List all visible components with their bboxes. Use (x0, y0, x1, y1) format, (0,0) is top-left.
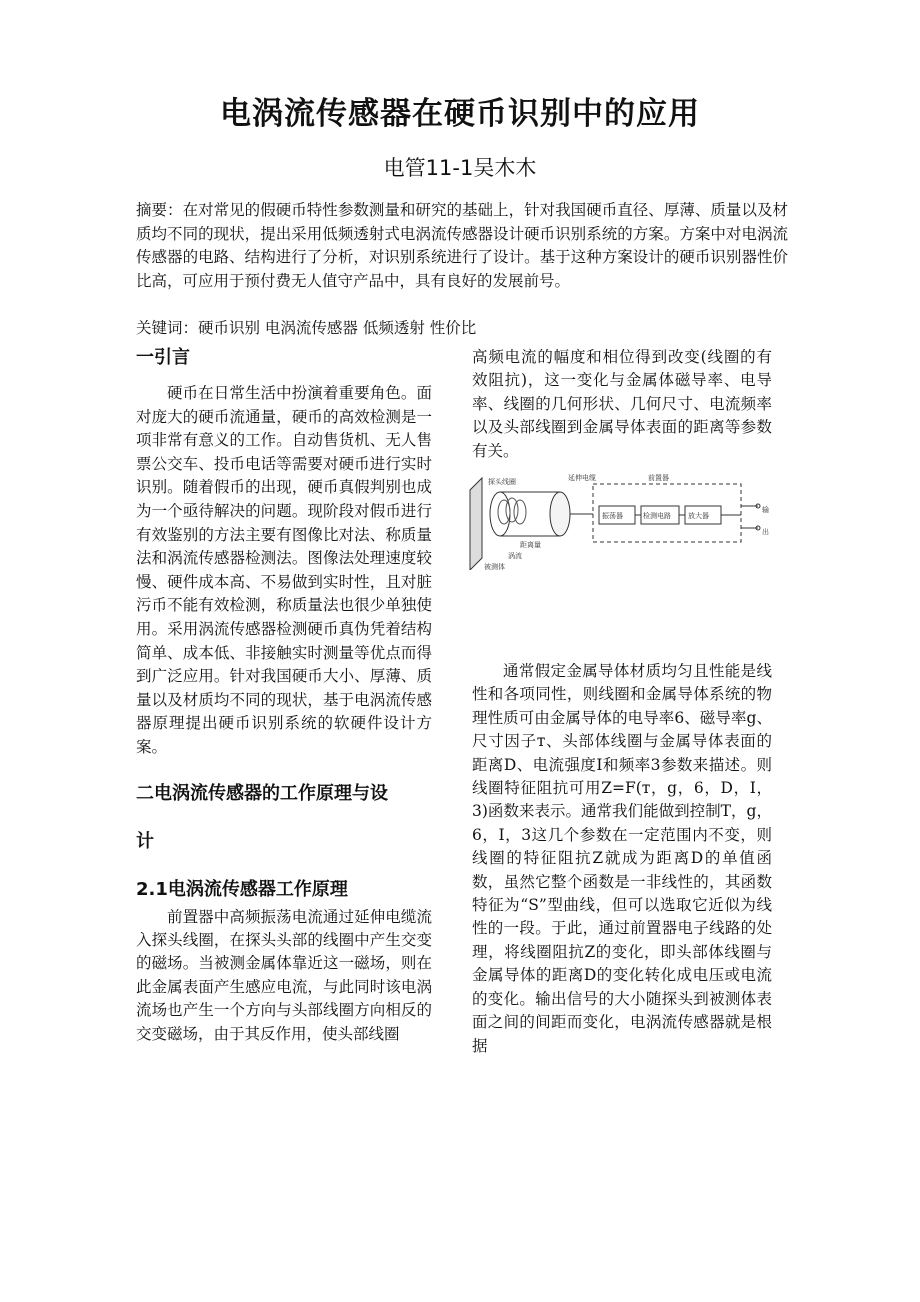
label-output-a: 输 (762, 506, 769, 514)
probe-front (490, 492, 510, 536)
section-heading-intro: 一引言 (136, 347, 190, 368)
right-column-bottom (472, 660, 772, 1058)
label-detector: 检测电路 (643, 512, 671, 520)
label-output-b: 出 (762, 528, 769, 536)
label-probe-coil: 探头线圈 (488, 478, 516, 486)
coil-icon (498, 500, 510, 524)
subsection-heading: 2.1电涡流传感器工作原理 (136, 878, 348, 900)
sensor-block-diagram (468, 470, 773, 570)
right-column-top (472, 346, 772, 463)
label-cable: 延伸电缆 (568, 474, 596, 482)
continued-paragraph: 高频电流的幅度和相位得到改变(线圈的有效阻抗)，这一变化与金属体磁导率、电导率、线圈的几何形状、几何尺寸、电流频率以及头部线圈到金属导体表面的距离等参数有关。 (472, 348, 772, 460)
abstract: 摘要：在对常见的假硬币特性参数测量和研究的基础上，针对我国硬币直径、厚薄、质量以及材质均不同的现状，提出采用低频透射式电涡流传感器设计硬币识别系统的方案。方案中对电涡流传感器的电路、结构进行了分析，对识别系统进行了设计。基于这种方案设计的硬币识别器性价比高，可应用于预付费无人值守产品中，具有良好的发展前号。 (136, 201, 788, 290)
page-title: 电涡流传感器在硬币识别中的应用 (220, 96, 700, 132)
author-line: 电管11-1吴木木 (383, 156, 537, 180)
label-gap: 距离量 (520, 541, 541, 549)
left-column (136, 344, 432, 1046)
label-oscillator: 振荡器 (602, 512, 623, 520)
label-amplifier: 放大器 (688, 512, 709, 520)
label-target: 被测体 (484, 563, 505, 570)
label-preamp: 前置器 (648, 474, 669, 482)
section-heading-principle-cont: 计 (136, 830, 154, 852)
principle-paragraph: 前置器中高频振荡电流通过延伸电缆流入探头线圈，在探头头部的线圈中产生交变的磁场。当被测金属体靠近这一磁场，则在此金属表面产生感应电流，与此同时该电涡流场也产生一个方向与头部线圈方向相反的交变磁场，由于其反作用，使头部线圈 (136, 907, 432, 1043)
keywords: 关键词：硬币识别 电涡流传感器 低频透射 性价比 (136, 319, 477, 337)
target-plate (470, 478, 482, 570)
intro-paragraph: 硬币在日常生活中扮演着重要角色。面对庞大的硬币流通量，硬币的高效检测是一项非常有意义的工作。自动售货机、无人售票公交车、投币电话等需要对硬币进行实时识别。随着假币的出现，硬币真假判别也成为一个亟待解决的问题。现阶段对假币进行有效鉴别的方法主要有图像比对法、称质量法和涡流传感器检测法。图像法处理速度较慢、硬件成本高、不易做到实时性，且对脏污币不能有效检测，称质量法也很少单独使用。采用涡流传感器检测硬币真伪凭着结构简单、成本低、非接触实时测量等优点而得到广泛应用。针对我国硬币大小、厚薄、质量以及材质均不同的现状，基于电涡流传感器原理提出硬币识别系统的软硬件设计方案。 (136, 384, 432, 756)
section-heading-principle: 二电涡流传感器的工作原理与设 (136, 782, 388, 804)
impedance-paragraph: 通常假定金属导体材质均匀且性能是线性和各项同性，则线圈和金属导体系统的物理性质可由金属导体的电导率6、磁导率g、尺寸因子т、头部体线圈与金属导体表面的距离D、电流强度I和频率3参数来描述。则线圈特征阻抗可用Z=F(т，g，6，D，I，3)函数来表示。通常我们能做到控制Т，g，6，I，3这几个参数在一定范围内不变，则线圈的特征阻抗Z就成为距离D的单值函数，虽然它整个函数是一非线性的，其函数特征为“S”型曲线，但可以选取它近似为线性的一段。于此，通过前置器电子线路的处理，将线圈阻抗Z的变化，即头部体线圈与金属导体的距离D的变化转化成电压或电流的变化。输出信号的大小随探头到被测体表面之间的间距而变化，电涡流传感器就是根据 (472, 662, 772, 1055)
label-eddy: 涡流 (508, 552, 522, 560)
